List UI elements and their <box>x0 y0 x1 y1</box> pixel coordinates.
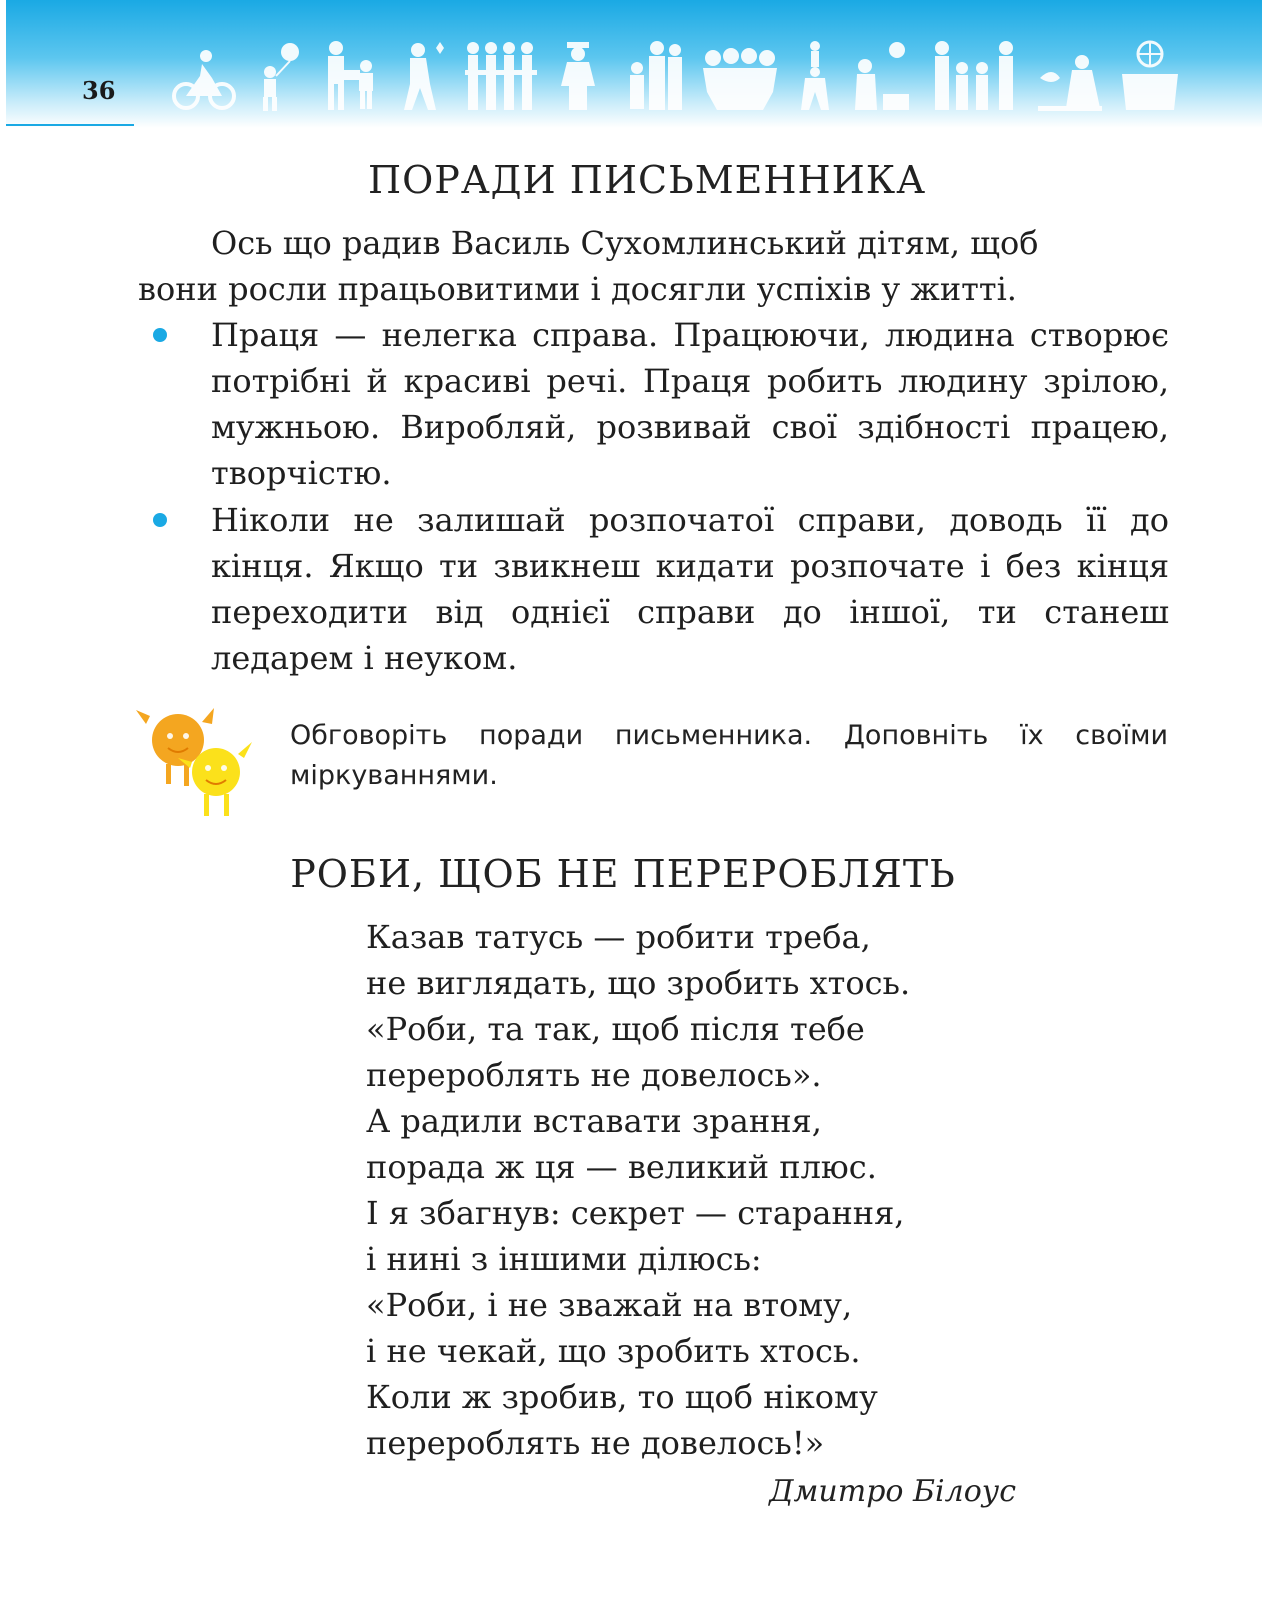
intro-line-2: вони росли працьовитими і досягли успіхів у житті. <box>138 270 1017 308</box>
advice-bullet-1: Праця — нелегка справа. Працюючи, людина створює потрібні й красиві речі. Праця робить людину зрілою, мужньою. Виробляй, розвивай свої здібності працею, творчістю. <box>211 316 1169 492</box>
poem-line: А радили вставати зрання, <box>366 1102 822 1140</box>
poem-line: І я збагнув: секрет — старання, <box>366 1194 905 1232</box>
group-people-icon <box>465 40 539 112</box>
bullet-dot-icon <box>153 328 167 342</box>
smiley-mascots-icon <box>132 706 268 824</box>
poem-line: перероблять не довелось». <box>366 1056 822 1094</box>
child-balloon-icon <box>254 42 304 112</box>
family-walk-icon <box>932 40 1020 112</box>
graduate-icon <box>557 40 603 112</box>
poem-line: перероблять не довелось!» <box>366 1424 825 1462</box>
poem-line: і нині з іншими ділюсь: <box>366 1240 762 1278</box>
advice-bullet-2: Ніколи не залишай розпочатої справи, доводь її до кінця. Якщо ти звикнеш кидати розпочате і без кінця переходити від однієї справи до іншої, ти станеш ледарем і неуком. <box>211 501 1169 677</box>
poem-line: «Роби, та так, щоб після тебе <box>366 1010 865 1048</box>
poem-line: і не чекай, що зробить хтось. <box>366 1332 861 1370</box>
poem-line: не виглядать, що зробить хтось. <box>366 964 911 1002</box>
poem-line: «Роби, і не зважай на втому, <box>366 1286 853 1324</box>
section-title-advice: ПОРАДИ ПИСЬМЕННИКА <box>368 158 926 202</box>
globe-people-icon <box>1120 40 1180 112</box>
tree-planting-icon <box>1038 48 1102 112</box>
crowd-icon <box>703 48 777 112</box>
planting-icon <box>400 40 446 112</box>
page-number: 36 <box>82 76 116 105</box>
adult-child-icon <box>322 40 382 112</box>
poem <box>366 914 910 1466</box>
poem-line: Казав татусь — робити треба, <box>366 918 871 956</box>
header-silhouettes <box>172 40 1180 112</box>
section-title-poem: РОБИ, ЩОБ НЕ ПЕРЕРОБЛЯТЬ <box>290 852 956 896</box>
bullet-dot-icon <box>153 513 167 527</box>
page-number-rule <box>6 124 134 126</box>
poem-author: Дмитро Білоус <box>769 1474 1016 1509</box>
acrobats-icon <box>795 40 835 112</box>
family-icon <box>621 40 685 112</box>
cyclist-icon <box>172 48 236 112</box>
poem-line: Коли ж зробив, то щоб нікому <box>366 1378 878 1416</box>
gardening-icon <box>853 40 913 112</box>
poem-line: порада ж ця — великий плюс. <box>366 1148 877 1186</box>
task-text: Обговоріть поради письменника. Доповніть їх своїми міркуваннями. <box>290 720 1168 791</box>
intro-line-1: Ось що радив Василь Сухомлинський дітям, щоб <box>211 224 1039 262</box>
